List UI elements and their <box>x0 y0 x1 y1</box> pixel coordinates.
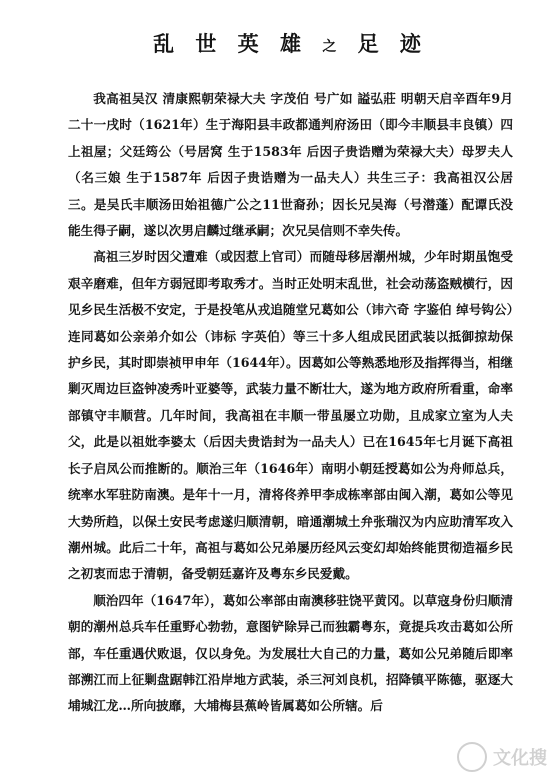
watermark <box>397 738 547 776</box>
watermark-logo-icon <box>457 742 487 772</box>
paragraph-2: 高祖三岁时因父遭难（或因惹上官司）而随母移居潮州城，少年时期虽饱受艰辛磨难，但年方弱冠即考取秀才。当时正处明末乱世，社会动荡盗贼横行，因见乡民生活极不安定，于是投笔从戎追随堂兄葛如公（讳六奇 字鉴伯 绰号钩公）连同葛如公亲弟介如公（讳标 字英伯）等三十多人组成民团武装以抵御掠劫保护乡民，其时即崇祯甲申年（1644年）。因葛如公等熟悉地形及指挥得当，相继剿灭周边巨盗钟凌秀叶亚婆等，武装力量不断壮大，遂为地方政府所看重，命率部镇守丰顺营。几年时间，我高祖在丰顺一带虽屡立功勋，且成家立室为人夫父，此是以祖妣李婆太（后因夫贵诰封为一品夫人）已在1645年七月诞下高祖长子启凤公而推断的。顺治三年（1646年）南明小朝廷授葛如公为舟师总兵，统率水军驻防南澳。是年十一月，清将佟养甲李成栋率部由闽入潮，葛如公等见大势所趋，以保土安民考虑遂归顺清朝，暗通潮城土弁张瑞汉为内应助清军攻入潮州城。此后二十年，高祖与葛如公兄弟屡历经风云变幻却始终能贯彻造福乡民之初衷而忠于清朝，备受朝廷嘉许及粤东乡民爱戴。 <box>68 249 513 582</box>
watermark-text: 文化搜 <box>493 748 547 769</box>
title-part-end: 足 迹 <box>357 31 428 56</box>
paragraph-3: 顺治四年（1647年），葛如公率部由南澳移驻饶平黄冈。以草寇身份归顺清朝的潮州总兵车任重野心勃勃，意图铲除异己而独霸粤东，竟提兵攻击葛如公所部，车任重遇伏败退，仅以身免。为发展壮大自己的力量，葛如公兄弟随后即率部溯江而上征剿盘踞韩江沿岸地方武装，杀三河刘良机，招降镇平陈德，驱逐大埔城江龙…所向披靡，大埔梅县蕉岭皆属葛如公所辖。后 <box>68 592 513 714</box>
title-part-connector: 之 <box>322 39 344 55</box>
page-title <box>68 30 513 61</box>
title-part-main: 乱 世 英 雄 <box>153 31 308 56</box>
paragraph-1: 我高祖吴汉 清康熙朝荣禄大夫 字茂伯 号广如 謚弘莊 明朝天启辛酉年9月二十一戌时（1621年）生于海阳县丰政都通判府汤田（即今丰顺县丰良镇）四上祖屋；父廷筠公（号居窝 生于1583年 后因子贵诰赠为荣禄大夫）母罗夫人（名三娘 生于1587年 后因子贵诰赠为一品夫人）共生三子：我高祖汉公居三。是吴氏丰顺汤田始祖德广公之11世裔孙；因长兄吴海（号潜蓬）配谭氏没能生得子嗣，遂以次男启麟过继承嗣；次兄吴信则不幸失传。 <box>68 91 513 239</box>
